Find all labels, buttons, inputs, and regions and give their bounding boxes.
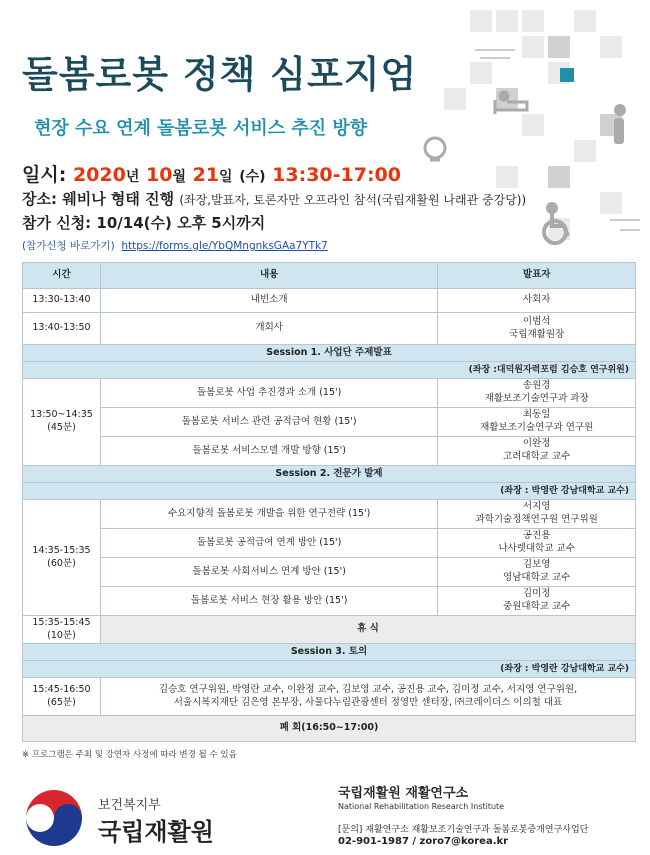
session-header: Session 3. 토의 <box>23 644 636 661</box>
contact-phone-email: 02-901-1987 / zoro7@korea.kr <box>338 836 509 847</box>
table-row: 돌봄로봇 공적급여 연계 방안 (15') 공진용 나사렛대학교 교수 <box>23 529 636 558</box>
closing-row: 폐 회(16:50~17:00) <box>23 716 636 742</box>
header-speaker: 발표자 <box>438 263 636 289</box>
table-row: 돌봄로봇 서비스 현장 활용 방안 (15') 김미정 중원대학교 교수 <box>23 587 636 616</box>
table-row: 13:30-13:40 내빈소개 사회자 <box>23 289 636 313</box>
table-row: 13:50~14:35 (45분) 돌봄로봇 사업 추진경과 소개 (15') 송원경 재활보조기술연구과 과장 <box>23 379 636 408</box>
table-row: 돌봄로봇 서비스 관련 공적급여 현황 (15') 최동일 재활보조기술연구과 연구원 <box>23 408 636 437</box>
table-row: 13:40-13:50 개회사 이범석 국립재활원장 <box>23 313 636 345</box>
program-table <box>22 262 636 742</box>
table-row: 14:35-15:35 (60분) 수요지향적 돌봄로봇 개발을 위한 연구전략 (15') 서지영 과학기술정책연구원 연구위원 <box>23 500 636 529</box>
session-header: Session 2. 전문가 발제 <box>23 466 636 483</box>
session-chair: (좌장 : 박영란 강남대학교 교수) <box>23 661 636 678</box>
organization-name: 국립재활원 <box>98 818 214 846</box>
session-header: Session 1. 사업단 주제발표 <box>23 345 636 362</box>
session-chair: (좌장 :대덕원자력포럼 김승호 연구위원) <box>23 362 636 379</box>
event-place: 장소: 웨비나 형태 진행 (좌장,발표자, 토론자만 오프라인 참석(국립재활원 나래관 중강당)) <box>22 190 527 208</box>
event-date: 일시: 2020년 10월 21일 (수) 13:30-17:00 <box>22 164 401 186</box>
ministry-name: 보건복지부 <box>98 798 161 813</box>
break-row: 15:35-15:45 (10분) 휴 식 <box>23 616 636 644</box>
header-time: 시간 <box>23 263 101 289</box>
program-note: ※ 프로그램은 주최 및 강연자 사정에 따라 변경 될 수 있음 <box>22 750 237 760</box>
government-emblem-icon <box>22 788 86 852</box>
decorative-pixel-background <box>320 0 650 260</box>
session-chair: (좌장 : 박영란 강남대학교 교수) <box>23 483 636 500</box>
page-title: 돌봄로봇 정책 심포지엄 <box>22 53 418 96</box>
header-content: 내용 <box>100 263 437 289</box>
page-subtitle: 현장 수요 연계 돌봄로봇 서비스 추진 방향 <box>34 118 368 139</box>
event-registration: 참가 신청: 10/14(수) 오후 5시까지 <box>22 214 266 232</box>
table-row: 돌봄로봇 서비스모델 개발 방향 (15') 이완정 고려대학교 교수 <box>23 437 636 466</box>
table-row: 15:45-16:50 (65분) 김승호 연구위원, 박영란 교수, 이완정 교수, 김보영 교수, 공진용 교수, 김미정 교수, 서지영 연구위원, 서울시복지재단 김은영 본부장, 사물다누림관광센터 정영만 센터장, ㈜크레이더스 이의철 대표 <box>23 678 636 716</box>
contact-info: [문의] 재활연구소 재활보조기술연구과 돌봄로봇중개연구사업단 <box>338 825 589 835</box>
table-row: 돌봄로봇 사회서비스 연계 방안 (15') 김보영 영남대학교 교수 <box>23 558 636 587</box>
lightbulb-icon <box>425 138 445 160</box>
elderly-person-icon <box>614 104 626 144</box>
registration-link[interactable]: https://forms.gle/YbQMngnksGAa7YTk7 <box>121 240 328 252</box>
institute-name: 국립재활원 재활연구소 <box>338 786 469 801</box>
registration-link-line: (참가신청 바로가기) https://forms.gle/YbQMngnksGAa7YTk7 <box>22 240 328 252</box>
institute-english-name: National Rehabilitation Research Institute <box>338 802 505 811</box>
